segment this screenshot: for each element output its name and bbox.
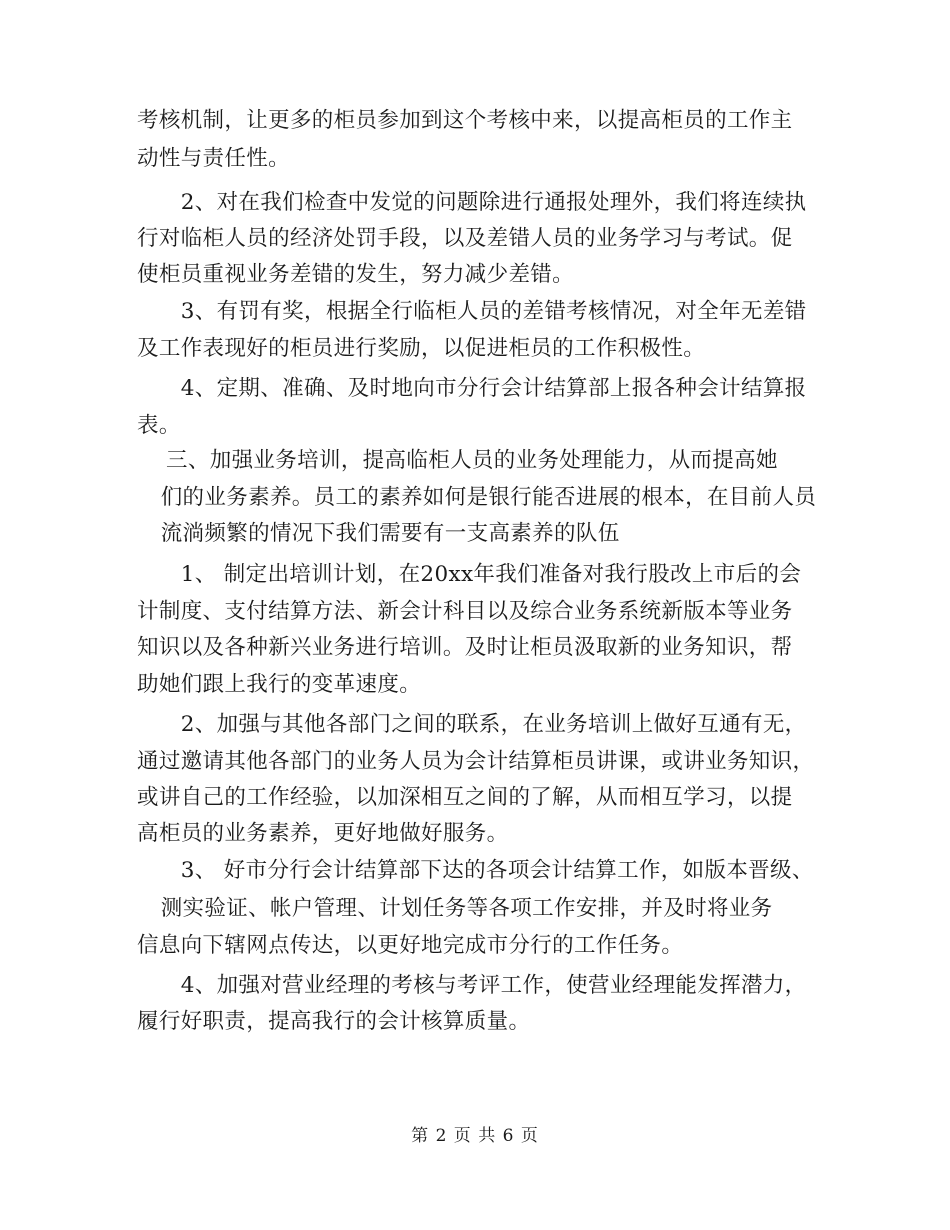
paragraph-line: 信息向下辖网点传达，以更好地完成市分行的工作任务。 (137, 933, 684, 958)
paragraph-line: 4、定期、准确、及时地向市分行会计结算部上报各种会计结算报 (137, 376, 807, 401)
paragraph-line: 流淌频繁的情况下我们需要有一支高素养的队伍 (117, 521, 620, 546)
paragraph-line: 计制度、支付结算方法、新会计科目以及综合业务系统新版本等业务 (137, 599, 793, 624)
paragraph-line: 行对临柜人员的经济处罚手段，以及差错人员的业务学习与考试。促 (137, 226, 793, 251)
paragraph-line: 动性与责任性。 (137, 146, 290, 171)
paragraph-line: 4、加强对营业经理的考核与考评工作，使营业经理能发挥潜力， (137, 973, 807, 998)
paragraph-line: 高柜员的业务素养，更好地做好服务。 (137, 821, 509, 846)
paragraph-line: 2、加强与其他各部门之间的联系，在业务培训上做好互通有无， (137, 712, 807, 737)
paragraph-line: 履行好职责，提高我行的会计核算质量。 (137, 1009, 531, 1034)
page-number-footer: 第 2 页 共 6 页 (411, 1126, 539, 1146)
paragraph-line: 或讲自己的工作经验，以加深相互之间的了解，从而相互学习，以提 (137, 785, 793, 810)
paragraph-line: 表。 (137, 413, 181, 438)
paragraph-line: 通过邀请其他各部门的业务人员为会计结算柜员讲课，或讲业务知识， (137, 749, 815, 774)
paragraph-line: 助她们跟上我行的变革速度。 (137, 672, 422, 697)
paragraph-line: 3、 好市分行会计结算部下达的各项会计结算工作，如版本晋级、 (137, 858, 814, 883)
paragraph-line: 考核机制，让更多的柜员参加到这个考核中来，以提高柜员的工作主 (137, 108, 793, 133)
paragraph-line: 知识以及各种新兴业务进行培训。及时让柜员汲取新的业务知识，帮 (137, 635, 793, 660)
paragraph-line: 3、有罚有奖，根据全行临柜人员的差错考核情况，对全年无差错 (137, 299, 807, 324)
paragraph-line: 使柜员重视业务差错的发生，努力减少差错。 (137, 262, 575, 287)
paragraph-line: 2、对在我们检查中发觉的问题除进行通报处理外，我们将连续执 (137, 190, 807, 215)
paragraph-line: 们的业务素养。员工的素养如何是银行能否进展的根本，在目前人员 (117, 485, 817, 510)
paragraph-line: 测实验证、帐户管理、计划任务等各项工作安排，并及时将业务 (117, 896, 773, 921)
section-heading-line: 三、加强业务培训，提高临柜人员的业务处理能力，从而提高她 (137, 448, 778, 473)
paragraph-line: 1、 制定出培训计划，在20xx年我们准备对我行股改上市后的会 (137, 562, 802, 587)
paragraph-line: 及工作表现好的柜员进行奖励，以促进柜员的工作积极性。 (137, 336, 706, 361)
